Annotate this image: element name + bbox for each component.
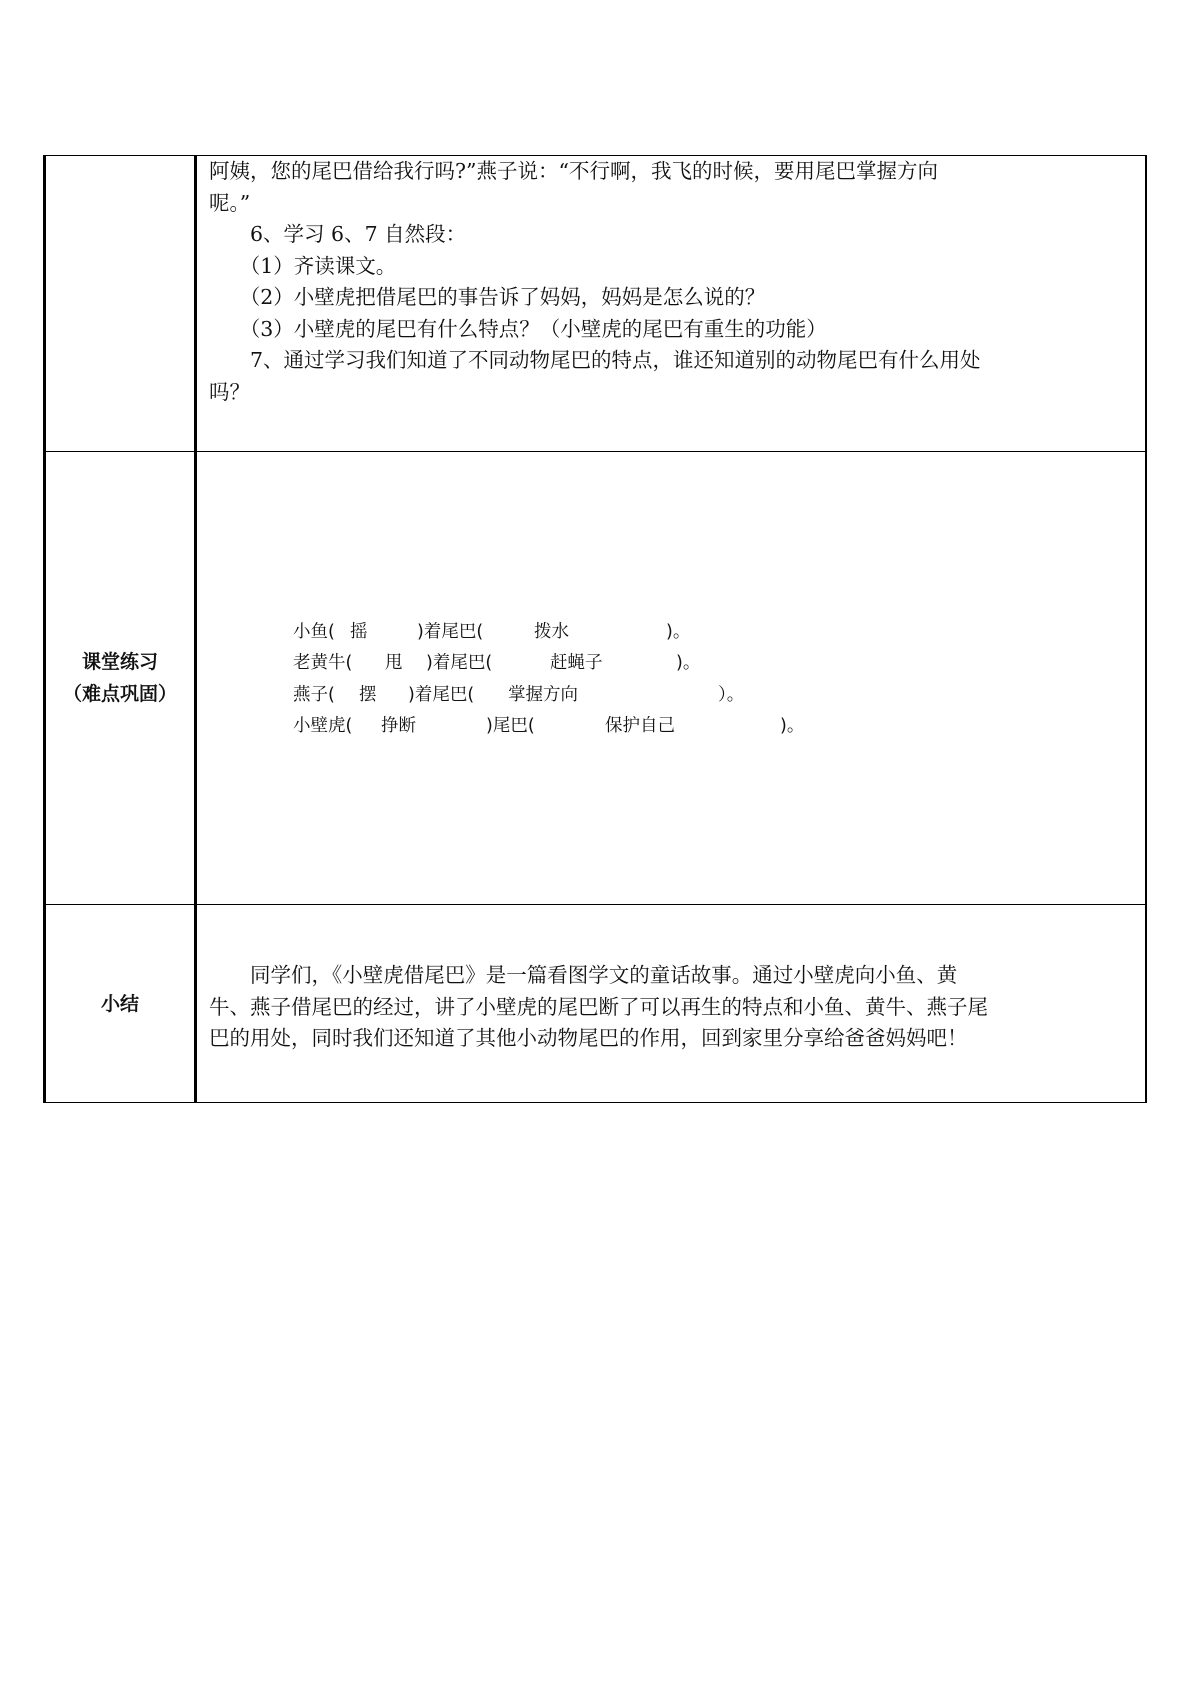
paragraph-line: （2）小壁虎把借尾巴的事告诉了妈妈，妈妈是怎么说的？ xyxy=(209,285,766,309)
exercise-answer-verb: 挣断 xyxy=(381,716,416,736)
paragraph-line: 7、通过学习我们知道了不同动物尾巴的特点，谁还知道别的动物尾巴有什么用处 xyxy=(209,348,981,372)
exercise-answer-verb: 甩 xyxy=(385,653,403,673)
summary-content xyxy=(197,905,1145,1102)
exercise-subject: 小壁虎( xyxy=(293,716,353,736)
exercise-subject: 燕子( xyxy=(293,685,335,705)
paragraph-line: （1）齐读课文。 xyxy=(209,253,397,278)
exercise-mid: )尾巴( xyxy=(486,716,535,736)
paragraph-line: 牛、燕子借尾巴的经过，讲了小壁虎的尾巴断了可以再生的特点和小鱼、黄牛、燕子尾 xyxy=(209,994,988,1019)
exercise-answer-purpose: 掌握方向 xyxy=(508,685,578,705)
teaching-steps-content xyxy=(197,156,1145,451)
exercise-mid: )着尾巴( xyxy=(417,622,484,642)
exercise-answer-purpose: 赶蝇子 xyxy=(550,653,603,673)
exercise-mid: )着尾巴( xyxy=(426,653,493,673)
practice-label: 课堂练习 xyxy=(81,651,158,673)
paragraph-line: 同学们，《小壁虎借尾巴》是一篇看图学文的童话故事。通过小壁虎向小鱼、黄 xyxy=(209,963,958,987)
paragraph-line: 6、学习 6、7 自然段： xyxy=(209,222,467,246)
practice-label-cell xyxy=(46,452,197,904)
teaching-steps-label-cell xyxy=(46,156,197,451)
practice-row xyxy=(43,452,1147,905)
paragraph-line: 阿姨，您的尾巴借给我行吗?”燕子说：“不行啊，我飞的时候，要用尾巴掌握方向 xyxy=(209,159,938,183)
paragraph-line: 巴的用处，同时我们还知道了其他小动物尾巴的作用，回到家里分享给爸爸妈妈吧！ xyxy=(209,1026,968,1050)
summary-label: 小结 xyxy=(100,992,139,1015)
exercise-subject: 小鱼( xyxy=(293,622,335,642)
practice-sublabel: （难点巩固） xyxy=(62,683,177,705)
exercise-mid: )着尾巴( xyxy=(408,685,475,705)
exercise-end: )。 xyxy=(780,716,805,736)
teaching-steps-row xyxy=(43,155,1147,452)
summary-row xyxy=(43,905,1147,1103)
practice-content xyxy=(197,452,1145,904)
exercise-answer-verb: 摆 xyxy=(359,685,377,705)
exercise-end: )。 xyxy=(676,653,701,673)
exercise-end: ）。 xyxy=(718,685,745,705)
exercise-answer-verb: 摇 xyxy=(350,622,368,642)
lesson-table xyxy=(43,155,1147,1103)
exercise-answer-purpose: 拨水 xyxy=(534,622,569,642)
paragraph-line: 呢。” xyxy=(209,190,251,215)
exercise-answer-purpose: 保护自己 xyxy=(605,716,675,736)
exercise-subject: 老黄牛( xyxy=(293,653,353,673)
paragraph-line: （3）小壁虎的尾巴有什么特点？（小壁虎的尾巴有重生的功能） xyxy=(209,316,827,341)
summary-label-cell xyxy=(46,905,197,1102)
paragraph-line: 吗？ xyxy=(209,379,250,404)
exercise-end: )。 xyxy=(666,622,691,642)
